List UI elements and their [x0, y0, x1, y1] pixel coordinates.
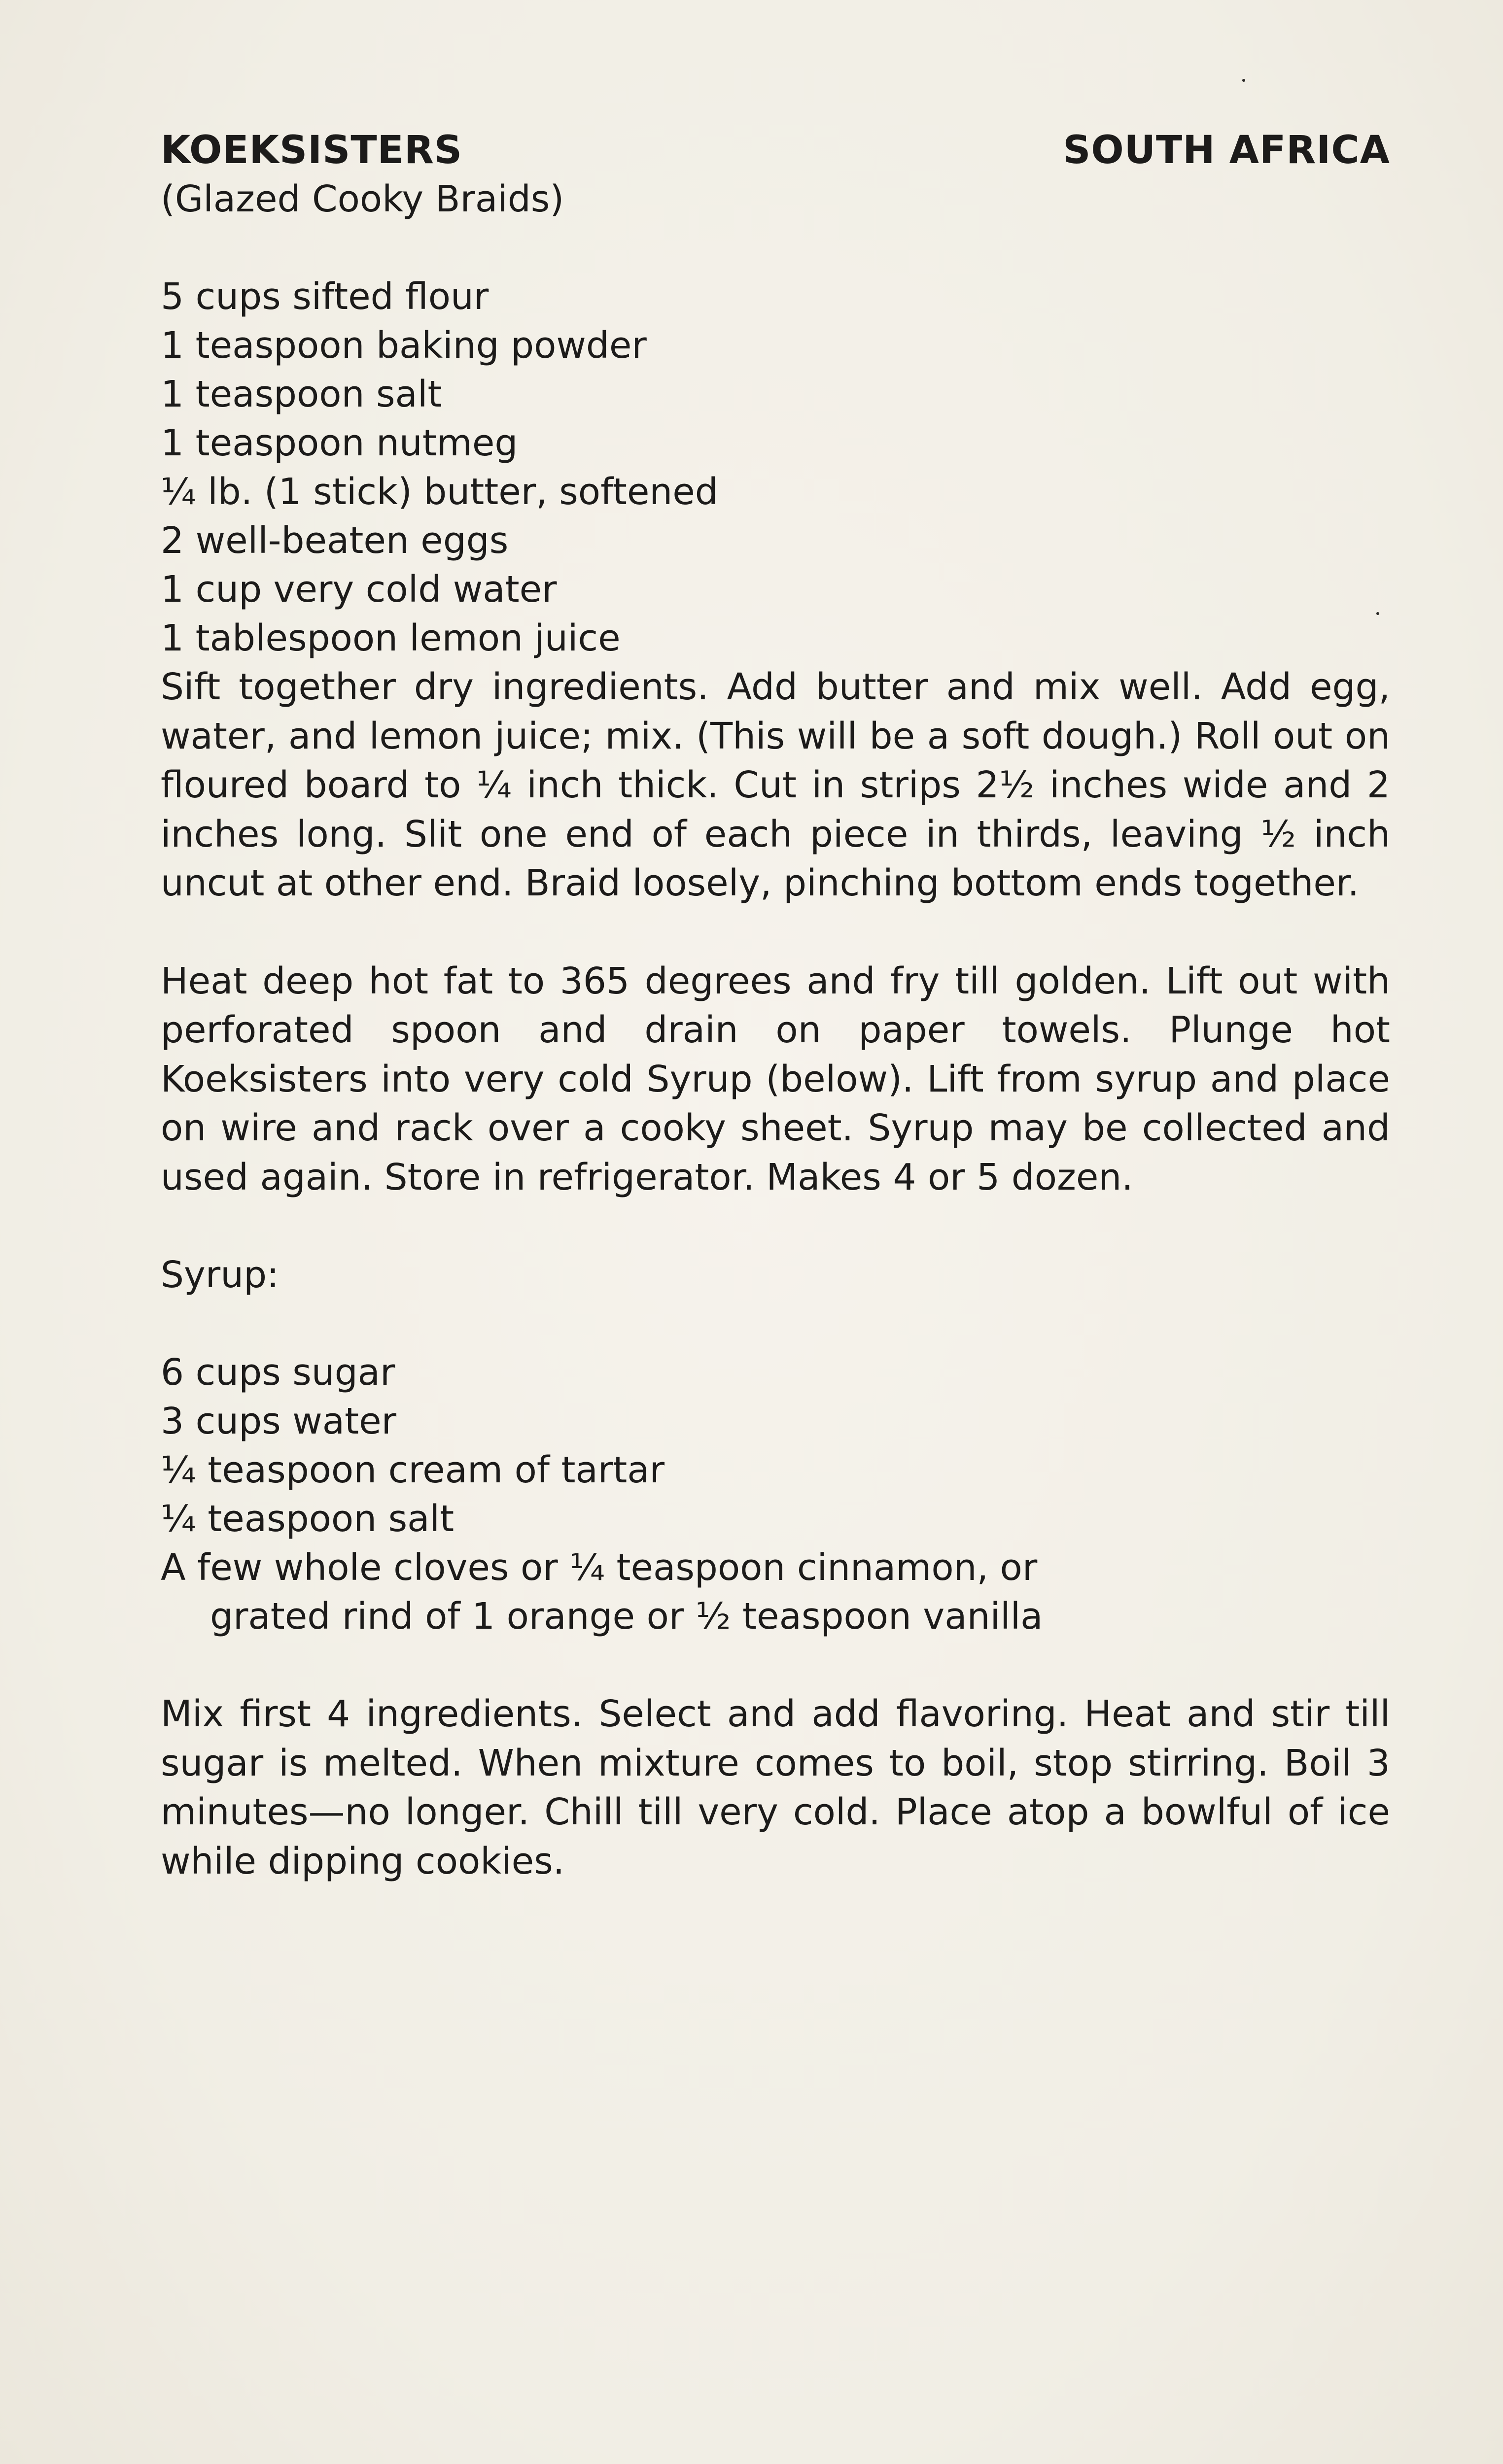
ingredient-item: 1 teaspoon baking powder: [161, 324, 647, 367]
ingredient-item: 2 well-beaten eggs: [161, 519, 509, 562]
ingredient-item: 1 teaspoon salt: [161, 373, 442, 415]
paper-speck: [1242, 79, 1245, 82]
syrup-ingredient-list: [161, 1348, 1390, 1641]
ingredient-item: ¼ lb. (1 stick) butter, softened: [161, 471, 718, 513]
recipe-title: KOEKSISTERS: [161, 128, 463, 172]
directions-paragraph: Heat deep hot fat to 365 degrees and fry till golden. Lift out with perforated spoon and drain on paper towels. Plunge hot Koeksisters into very cold Syrup (below). Lift from syrup and place on wire and rack over a cooky sheet. Syrup may be collected and used again. Store in refrigerator. Makes 4 or 5 dozen.: [161, 959, 1390, 1198]
syrup-ingredient-item: A few whole cloves or ¼ teaspoon cinnamon, or: [161, 1546, 1038, 1589]
ingredient-item: 1 tablespoon lemon juice: [161, 617, 621, 659]
syrup-ingredient-item: 6 cups sugar: [161, 1351, 395, 1394]
recipe-country: SOUTH AFRICA: [1063, 128, 1390, 172]
syrup-ingredient-item: ¼ teaspoon salt: [161, 1498, 454, 1540]
ingredient-list: [161, 273, 1390, 663]
recipe-subtitle: (Glazed Cooky Braids): [161, 178, 564, 220]
syrup-directions: Mix first 4 ingredients. Select and add flavoring. Heat and stir till sugar is melted. When mixture comes to boil, stop stirring. Boil 3 minutes—no longer. Chill till very cold. Place atop a bowlful of ice while dipping cookies.: [161, 1693, 1390, 1882]
syrup-label: Syrup:: [161, 1254, 279, 1296]
directions-paragraph: Sift together dry ingredients. Add butter and mix well. Add egg, water, and lemon juice; mix. (This will be a soft dough.) Roll out on floured board to ¼ inch thick. Cut in strips 2½ inches wide and 2 inches long. Slit one end of each piece in thirds, leaving ½ inch uncut at other end. Braid loosely, pinching bottom ends together.: [161, 666, 1390, 904]
syrup-ingredient-item: 3 cups water: [161, 1400, 397, 1442]
ingredient-item: 1 cup very cold water: [161, 568, 557, 611]
recipe-content: [161, 126, 1390, 1886]
syrup-ingredient-item: ¼ teaspoon cream of tartar: [161, 1449, 665, 1491]
syrup-ingredient-continuation: grated rind of 1 orange or ½ teaspoon vanilla: [210, 1595, 1043, 1638]
recipe-header: [161, 126, 1390, 175]
ingredient-item: 5 cups sifted flour: [161, 275, 489, 318]
ingredient-item: 1 teaspoon nutmeg: [161, 422, 518, 464]
